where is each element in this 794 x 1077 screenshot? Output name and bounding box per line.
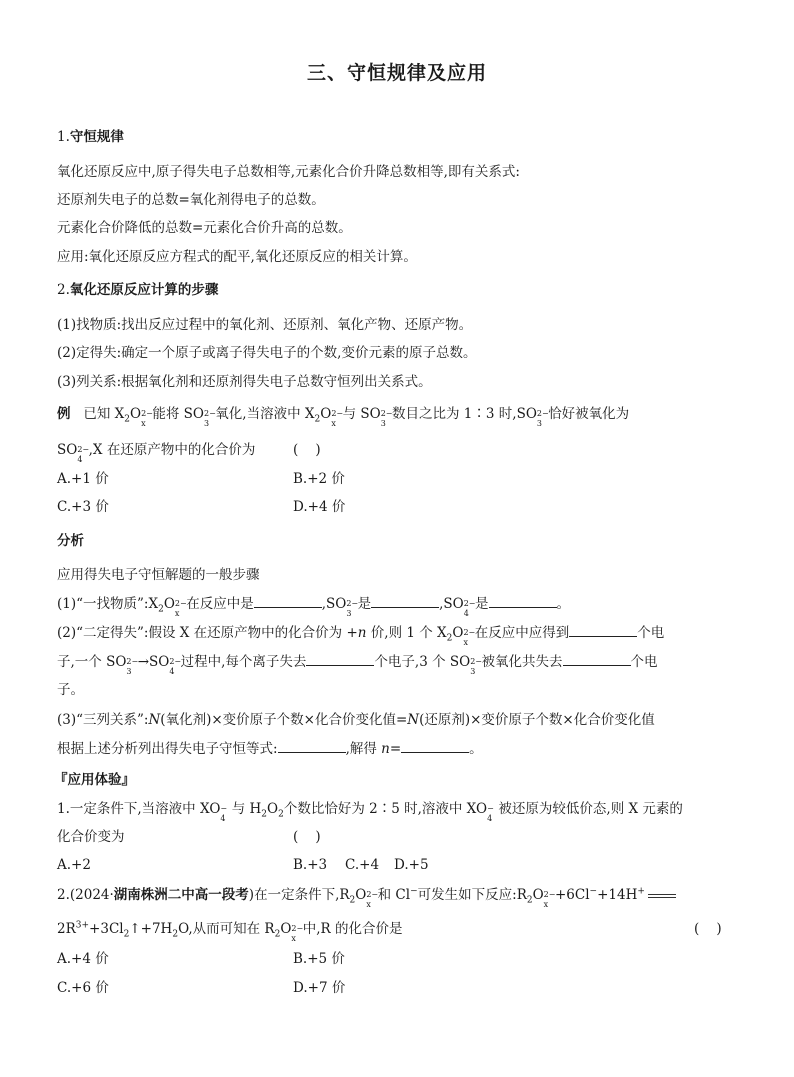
blank-field[interactable] xyxy=(401,740,469,753)
blank-field[interactable] xyxy=(306,653,374,666)
example-option-a[interactable]: A.+1 价 xyxy=(57,471,109,487)
analysis-line-0: 应用得失电子守恒解题的一般步骤 xyxy=(57,567,260,583)
q1-line-2: 化合价变为 xyxy=(57,829,125,845)
analysis-line-1: (1)“一找物质$”:X_2O$ 2− x 在反应中是 ,SO 2− 3 是 ,SO 2− 4 是 。 xyxy=(57,596,571,618)
equals-sign xyxy=(648,894,676,898)
example-answer-paren[interactable]: ( ) xyxy=(293,442,321,458)
q1-option-b[interactable]: B.+3 xyxy=(293,857,328,873)
blank-field[interactable] xyxy=(569,624,637,637)
q1-option-d[interactable]: D.+5 xyxy=(394,857,429,873)
q2-option-d[interactable]: D.+7 价 xyxy=(293,980,346,996)
example-line-2: SO 2− 4 ,X 在还原产物中的化合价为 xyxy=(57,442,256,464)
section-1-line-1: 氧化还原反应中,原子得失电子总数相等,元素化合价升降总数相等,即有关系式: xyxy=(57,164,520,180)
analysis-line-4: 子。 xyxy=(57,682,84,698)
q2-answer-paren[interactable]: ( ) xyxy=(694,921,722,937)
blank-field[interactable] xyxy=(489,595,557,608)
section-1-line-3: 元素化合价降低的总数=元素化合价升高的总数。 xyxy=(57,220,352,236)
example-option-d[interactable]: D.+4 价 xyxy=(293,499,346,515)
q1-option-c[interactable]: C.+4 xyxy=(345,857,380,873)
q2-line-2: $2R^{3+}+3Cl_2↑+7H_2O$,从而可知在 $R_2O$ 2− x 中,R 的化合价是 xyxy=(57,920,403,943)
q1-answer-paren[interactable]: ( ) xyxy=(293,829,321,845)
blank-field[interactable] xyxy=(563,653,631,666)
q2-source: 湖南株洲二中高一段考 xyxy=(113,887,249,903)
blank-field[interactable] xyxy=(371,595,439,608)
section-2-heading: 2.氧化还原反应计算的步骤 xyxy=(57,282,219,298)
q2-line-1: 2.(2024·湖南株洲二中高一段考)在一定条件下$,R_2O$ 2− x 和 Cl−可发生如下反应$:R_2O$ 2− x +6Cl−+14H+ xyxy=(57,886,676,904)
example-line-1: 例 已知 $X_2O$ 2− x 能将 SO 2− 3 氧化,当溶液中 $X_2O$ 2− x 与 SO 2− 3 数目之比为 1∶3 时,SO 2− 3 恰好被氧化为 xyxy=(57,406,630,428)
analysis-line-3: 子,一个 SO 2− 3 →SO 2− 4 过程中,每个离子失去 个电子,3 个 SO 2− 3 被氧化共失去 个电 xyxy=(57,654,658,676)
section-2-line-2: (2)定得失:确定一个原子或离子得失电子的个数,变价元素的原子总数。 xyxy=(57,345,477,361)
section-2-line-1: (1)找物质:找出反应过程中的氧化剂、还原剂、氧化产物、还原产物。 xyxy=(57,317,473,333)
page-title: 三、守恒规律及应用 xyxy=(306,62,487,84)
example-option-c[interactable]: C.+3 价 xyxy=(57,499,109,515)
q2-option-a[interactable]: A.+4 价 xyxy=(57,951,109,967)
q2-option-b[interactable]: B.+5 价 xyxy=(293,951,345,967)
q1-line-1: 1.一定条件下,当溶液中 XO − 4 与 $H_2O_2$个数比恰好为 2∶5 时,溶液中 XO − 4 被还原为较低价态,则 X 元素的 xyxy=(57,801,683,823)
analysis-line-6: 根据上述分析列出得失电子守恒等式: ,解得 n= 。 xyxy=(57,741,483,757)
q2-option-c[interactable]: C.+6 价 xyxy=(57,980,109,996)
analysis-line-5: (3)“三列关系”:N(氧化剂)×变价原子个数×化合价变化值=N(还原剂)×变价原子个数×化合价变化值 xyxy=(57,712,655,728)
section-2-line-3: (3)列关系:根据氧化剂和还原剂得失电子总数守恒列出关系式。 xyxy=(57,374,432,390)
example-option-b[interactable]: B.+2 价 xyxy=(293,471,345,487)
q1-option-a[interactable]: A.+2 xyxy=(57,857,91,873)
section-1-line-4: 应用:氧化还原反应方程式的配平,氧化还原反应的相关计算。 xyxy=(57,249,417,265)
section-1-line-2: 还原剂失电子的总数=氧化剂得电子的总数。 xyxy=(57,192,325,208)
blank-field[interactable] xyxy=(278,740,346,753)
practice-heading: 『应用体验』 xyxy=(54,772,135,788)
analysis-line-2: (2)“二定得失”:假设 X 在还原产物中的化合价为 +n 价,则 1 个 $X_2O$ 2− x 在反应中应得到 个电 xyxy=(57,625,665,647)
blank-field[interactable] xyxy=(254,595,322,608)
analysis-heading: 分析 xyxy=(57,533,84,549)
section-1-heading: 1.守恒规律 xyxy=(57,129,124,145)
